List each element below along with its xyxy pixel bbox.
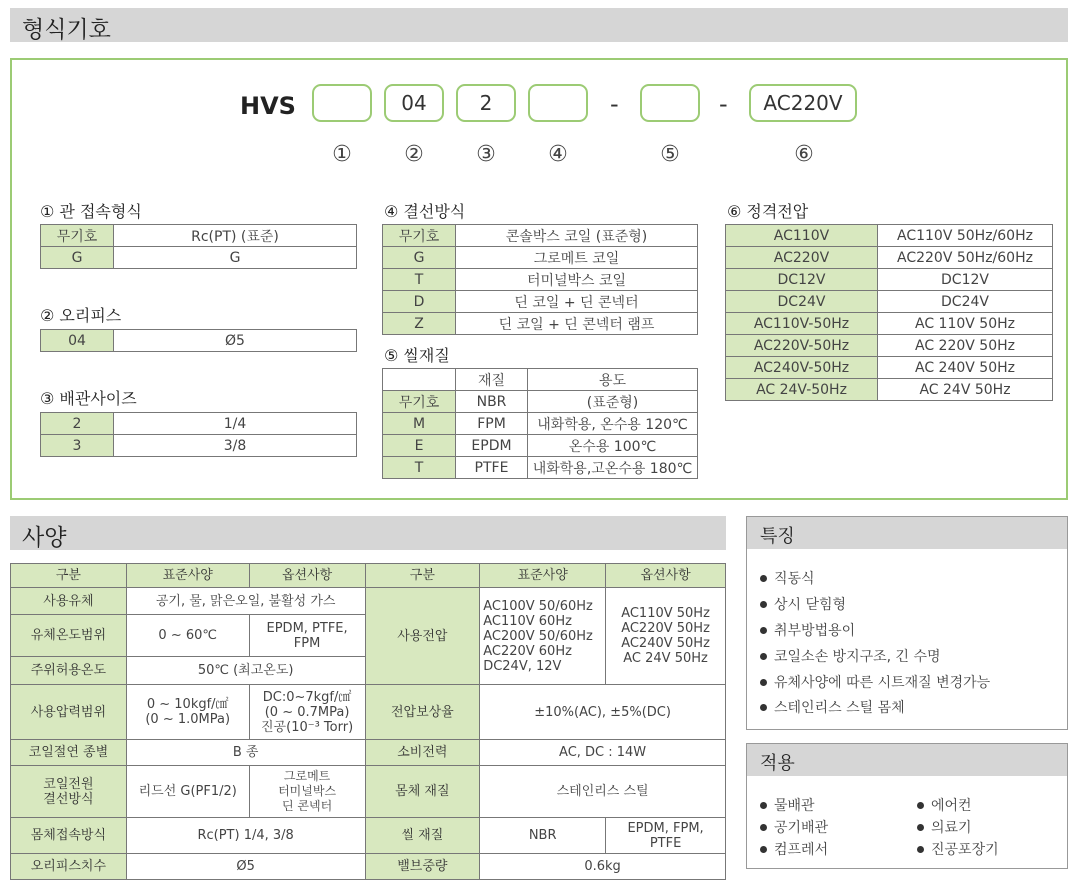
table-cell: T	[383, 269, 456, 291]
seal-material-table	[382, 368, 698, 479]
features-box	[746, 516, 1068, 730]
row-label: 사용유체	[11, 588, 127, 615]
feature-text: 스테인리스 스틸 몸체	[774, 700, 905, 716]
cell-line: AC110V 60Hz	[483, 613, 572, 629]
cell-line: AC 24V 50Hz	[623, 651, 708, 666]
cell-line: EPDM, PTFE,	[266, 620, 348, 636]
table-cell: AC240V-50Hz	[726, 357, 878, 379]
spec-table	[10, 563, 726, 880]
table-cell: Rc(PT) (표준)	[114, 225, 357, 247]
pipe-connection-title: ① 관 접속형식	[40, 202, 142, 221]
table-cell: G	[114, 247, 357, 269]
table-cell: AC220V 50Hz/60Hz	[878, 247, 1053, 269]
cell-line: 터미널박스	[278, 784, 337, 798]
bullet-icon	[917, 802, 924, 809]
row-label: 사용전압	[365, 588, 480, 685]
application-text: 진공포장기	[931, 842, 999, 858]
row-label: 소비전력	[365, 740, 480, 766]
bullet-icon	[760, 802, 767, 809]
cell-line: AC200V 50/60Hz	[483, 628, 593, 644]
bullet-icon	[760, 627, 767, 634]
list-item	[760, 839, 828, 859]
cell-line: 결선방식	[43, 791, 94, 807]
code-dash-2: -	[719, 90, 728, 118]
voltage-option-cell	[606, 588, 726, 685]
row-label: 전압보상율	[365, 685, 480, 740]
table-cell: 재질	[456, 369, 528, 391]
cell-line: 진공(10⁻³ Torr)	[261, 719, 354, 735]
table-cell: 3/8	[114, 435, 357, 457]
table-cell: AC110V-50Hz	[726, 313, 878, 335]
table-cell	[606, 818, 726, 854]
code-number-3: ③	[476, 142, 496, 167]
bullet-icon	[760, 575, 767, 582]
table-cell: 무기호	[41, 225, 114, 247]
cell-line: DC:0~7kgf/㎠	[262, 689, 352, 705]
table-cell: 무기호	[383, 225, 456, 247]
table-cell: DC12V	[878, 269, 1053, 291]
cell-line: FPM	[293, 635, 321, 651]
table-cell: Rc(PT) 1/4, 3/8	[126, 818, 365, 854]
bullet-icon	[760, 824, 767, 831]
application-text: 의료기	[931, 820, 972, 836]
table-cell	[249, 766, 365, 818]
row-label: 코일절연 종별	[11, 740, 127, 766]
cell-line: (0 ~ 1.0MPa)	[145, 712, 231, 727]
feature-text: 유체사양에 따른 시트재질 변경가능	[774, 675, 991, 691]
code-box-1	[312, 84, 372, 122]
cell-line: DC24V, 12V	[483, 658, 562, 674]
feature-text: 코일소손 방지구조, 긴 수명	[774, 649, 941, 665]
row-label: 사용압력범위	[11, 685, 127, 740]
code-box-3: 2	[456, 84, 516, 122]
orifice-title: ② 오리피스	[40, 306, 122, 325]
row-label: 밸브중량	[365, 854, 480, 880]
code-number-5: ⑤	[660, 142, 680, 167]
list-item	[760, 795, 815, 815]
cell-line: 0 ~ 10kgf/㎠	[146, 697, 229, 712]
table-cell: 온수용 100℃	[528, 435, 698, 457]
table-cell: 내화학용, 온수용 120℃	[528, 413, 698, 435]
table-cell: (표준형)	[528, 391, 698, 413]
cell-line: AC220V 50Hz	[621, 621, 710, 636]
cell-line: 코일전원	[43, 776, 94, 792]
table-cell: 0.6kg	[480, 854, 726, 880]
table-cell: AC 110V 50Hz	[878, 313, 1053, 335]
table-cell: AC220V-50Hz	[726, 335, 878, 357]
cell-line: AC240V 50Hz	[621, 636, 710, 651]
bullet-icon	[760, 846, 767, 853]
model-prefix: HVS	[240, 92, 296, 120]
list-item	[760, 646, 941, 666]
table-cell: PTFE	[456, 457, 528, 479]
table-cell: Ø5	[126, 854, 365, 880]
table-cell: AC 220V 50Hz	[878, 335, 1053, 357]
table-cell: ±10%(AC), ±5%(DC)	[480, 685, 726, 740]
table-cell: 그로메트 코일	[456, 247, 698, 269]
table-cell: G	[383, 247, 456, 269]
cell-line: AC110V 50Hz	[621, 606, 710, 621]
cell-line: 딘 콘넥터	[281, 799, 333, 813]
list-item	[917, 817, 972, 837]
bullet-icon	[917, 824, 924, 831]
bullet-icon	[760, 679, 767, 686]
table-cell: AC 24V 50Hz	[878, 379, 1053, 401]
table-cell: E	[383, 435, 456, 457]
feature-text: 직동식	[774, 571, 815, 587]
table-cell: FPM	[456, 413, 528, 435]
table-cell: 스테인리스 스틸	[480, 766, 726, 818]
seal-material-title: ⑤ 씰재질	[384, 346, 450, 365]
applications-box	[746, 743, 1068, 869]
table-cell	[249, 615, 365, 657]
model-code-panel	[10, 58, 1068, 500]
section-header-spec	[10, 516, 726, 550]
feature-text: 상시 닫힘형	[774, 597, 847, 613]
table-cell: AC 240V 50Hz	[878, 357, 1053, 379]
feature-text: 취부방법용이	[774, 623, 856, 639]
table-cell	[249, 685, 365, 740]
table-header: 구분	[365, 564, 480, 588]
table-cell: Ø5	[114, 330, 357, 352]
list-item	[760, 697, 905, 717]
cell-line: AC100V 50/60Hz	[483, 598, 593, 614]
cell-line: PTFE	[649, 835, 682, 851]
code-box-4	[528, 84, 588, 122]
pipe-size-title: ③ 배관사이즈	[40, 389, 137, 408]
bullet-icon	[760, 704, 767, 711]
table-cell: AC, DC : 14W	[480, 740, 726, 766]
table-cell: G	[41, 247, 114, 269]
table-cell: AC220V	[726, 247, 878, 269]
bullet-icon	[917, 846, 924, 853]
table-cell: AC110V	[726, 225, 878, 247]
table-cell: 딘 코일 + 딘 콘넥터 램프	[456, 313, 698, 335]
table-cell: NBR	[480, 818, 606, 854]
list-item	[760, 568, 815, 588]
voltage-standard-cell	[480, 588, 606, 685]
table-cell: 공기, 물, 맑은오일, 불활성 가스	[126, 588, 365, 615]
list-item	[917, 839, 999, 859]
cell-line: AC220V 60Hz	[483, 643, 572, 659]
table-cell: EPDM	[456, 435, 528, 457]
orifice-table	[40, 329, 357, 352]
pipe-size-table	[40, 412, 357, 457]
table-cell	[383, 369, 456, 391]
code-box-5	[640, 84, 700, 122]
row-label	[11, 766, 127, 818]
application-text: 물배관	[774, 798, 815, 814]
table-cell: 3	[41, 435, 114, 457]
code-number-6: ⑥	[794, 142, 814, 167]
rated-voltage-table	[725, 224, 1053, 401]
table-cell	[126, 685, 249, 740]
table-cell: 50℃ (최고온도)	[126, 657, 365, 685]
table-cell: 04	[41, 330, 114, 352]
application-text: 공기배관	[774, 820, 829, 836]
table-cell: 리드선 G(PF1/2)	[126, 766, 249, 818]
list-item	[760, 817, 828, 837]
row-label: 유체온도범위	[11, 615, 127, 657]
application-text: 에어컨	[931, 798, 972, 814]
bullet-icon	[760, 601, 767, 608]
features-title: 특징	[747, 517, 1067, 549]
table-cell: NBR	[456, 391, 528, 413]
cell-line: 그로메트	[283, 769, 331, 783]
table-cell: D	[383, 291, 456, 313]
table-cell: DC24V	[726, 291, 878, 313]
table-cell: 딘 코일 + 딘 콘넥터	[456, 291, 698, 313]
pipe-connection-table	[40, 224, 357, 269]
bullet-icon	[760, 653, 767, 660]
section-title-spec: 사양	[22, 525, 67, 551]
code-number-4: ④	[548, 142, 568, 167]
table-header: 표준사양	[126, 564, 249, 588]
table-cell: AC110V 50Hz/60Hz	[878, 225, 1053, 247]
table-header: 구분	[11, 564, 127, 588]
table-cell: DC24V	[878, 291, 1053, 313]
table-cell: Z	[383, 313, 456, 335]
list-item	[760, 672, 990, 692]
table-cell: T	[383, 457, 456, 479]
table-cell: M	[383, 413, 456, 435]
cell-line: (0 ~ 0.7MPa)	[264, 704, 350, 720]
row-label: 주위허용온도	[11, 657, 127, 685]
table-cell: 0 ~ 60℃	[126, 615, 249, 657]
table-cell: 1/4	[114, 413, 357, 435]
row-label: 씰 재질	[365, 818, 480, 854]
table-cell: DC12V	[726, 269, 878, 291]
table-cell: B 종	[126, 740, 365, 766]
table-cell: 무기호	[383, 391, 456, 413]
row-label: 몸체접속방식	[11, 818, 127, 854]
section-title-code: 형식기호	[22, 17, 111, 43]
table-cell: 2	[41, 413, 114, 435]
wiring-method-table	[382, 224, 698, 335]
code-number-2: ②	[404, 142, 424, 167]
cell-line: EPDM, FPM,	[627, 820, 704, 836]
applications-title: 적용	[747, 744, 1067, 776]
table-cell: 용도	[528, 369, 698, 391]
list-item	[760, 594, 846, 614]
code-dash-1: -	[610, 90, 619, 118]
list-item	[760, 620, 855, 640]
table-header: 옵션사항	[249, 564, 365, 588]
rated-voltage-title: ⑥ 정격전압	[727, 202, 809, 221]
table-cell: 내화학용,고온수용 180℃	[528, 457, 698, 479]
code-box-2: 04	[384, 84, 444, 122]
list-item	[917, 795, 972, 815]
table-header: 옵션사항	[606, 564, 726, 588]
application-text: 컴프레서	[774, 842, 829, 858]
table-cell: 터미널박스 코일	[456, 269, 698, 291]
code-number-1: ①	[332, 142, 352, 167]
table-header: 표준사양	[480, 564, 606, 588]
row-label: 몸체 재질	[365, 766, 480, 818]
row-label: 오리피스치수	[11, 854, 127, 880]
code-box-6: AC220V	[749, 84, 857, 122]
table-cell: AC 24V-50Hz	[726, 379, 878, 401]
table-cell: 콘솔박스 코일 (표준형)	[456, 225, 698, 247]
section-header-code	[10, 8, 1068, 42]
wiring-method-title: ④ 결선방식	[384, 202, 466, 221]
